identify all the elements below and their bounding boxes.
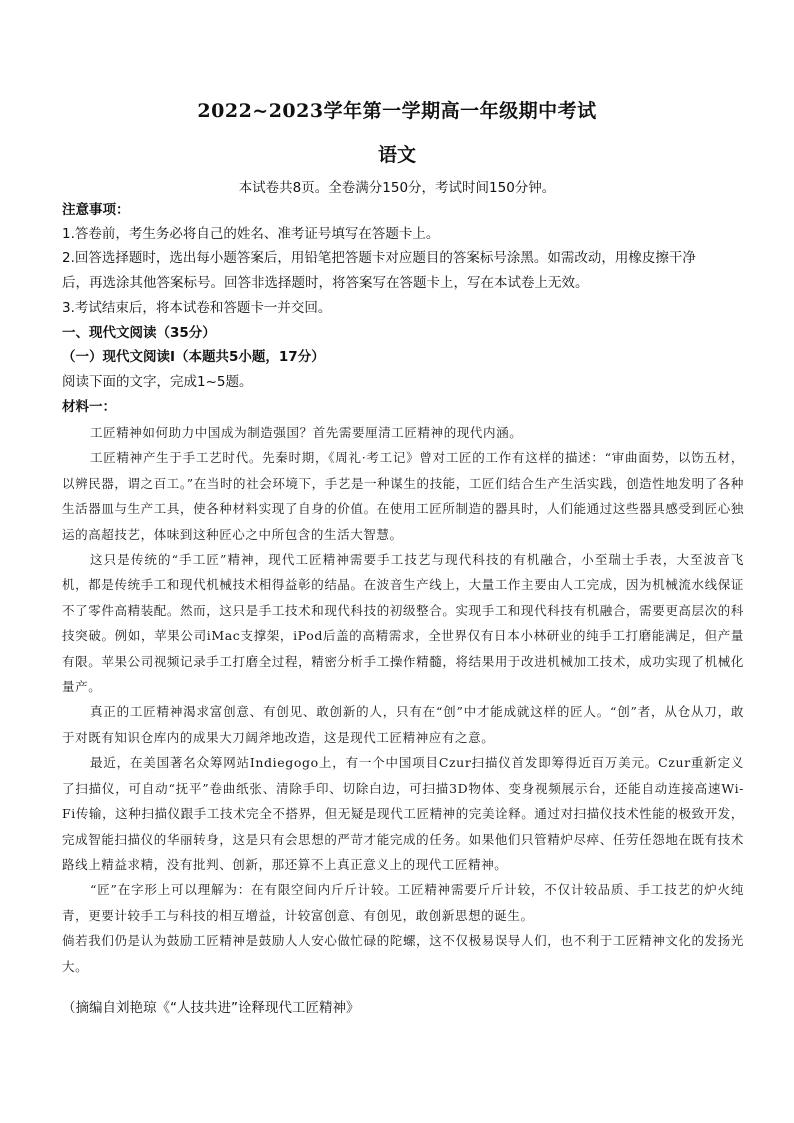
reading-instruction: 阅读下面的文字，完成1~5题。 bbox=[62, 374, 253, 390]
material-paragraph-1: 工匠精神如何助力中国成为制造强国？首先需要厘清工匠精神的现代内涵。 bbox=[90, 425, 523, 440]
material-paragraph-6: “匠”在字形上可以理解为：在有限空间内斤斤计较。工匠精神需要斤斤计较，不仅计较品质、手工技艺的炉火纯青，更要计较手工与科技的相互增益，计较富创意、有创见，敢创新思想的诞生。 bbox=[62, 882, 744, 923]
material-paragraph-4: 真正的工匠精神渴求富创意、有创见、敢创新的人，只有在“创”中才能成就这样的匠人。“创”者，从仓从刀，敢于对既有知识仓库内的成果大刀阔斧地改造，这是现代工匠精神应有之意。 bbox=[62, 704, 744, 745]
notes-item-3: 3.考试结束后，将本试卷和答题卡一并交回。 bbox=[62, 300, 332, 316]
section-subheading: （一）现代文阅读Ⅰ（本题共5小题，17分） bbox=[62, 349, 325, 365]
exam-title: 2022~2023学年第一学期高一年级期中考试 bbox=[197, 100, 597, 122]
material-paragraph-5: 最近，在美国著名众筹网站Indiegogo上，有一个中国项目Czur扫描仪首发即筹得近百万美元。Czur重新定义了扫描仪，可自动“抚平”卷曲纸张、清除手印、切除白边，可扫描3D物体、变身视频展示台，还能自动连接高速Wi-Fi传输，这种扫描仪跟手工技术完全不搭界，但无疑是现代工匠精神的完美诠释。通过对扫描仪技术性能的极致开发，完成智能扫描仪的华丽转身，这是只有会思想的严苛才能完成的任务。如果他们只管精炉尽瘁、任劳任怨地在既有技术路线上精益求精，没有批判、创新，那还算不上真正意义上的现代工匠精神。 bbox=[62, 755, 744, 872]
subject-title: 语文 bbox=[377, 144, 416, 166]
notes-heading: 注意事项： bbox=[62, 202, 130, 218]
source-citation: （摘编自刘艳琼《“人技共进”诠释现代工匠精神》 bbox=[62, 1000, 360, 1016]
notes-item-2-line-1: 2.回答选择题时，选出每小题答案后，用铅笔把答题卡对应题目的答案标号涂黑。如需改动，用橡皮擦干净 bbox=[62, 250, 696, 266]
material-paragraph-7: 倘若我们仍是认为鼓励工匠精神是鼓励人人安心做忙碌的陀螺，这不仅极易误导人们，也不利于工匠精神文化的发扬光大。 bbox=[62, 933, 744, 974]
notes-item-2-line-2: 后，再选涂其他答案标号。回答非选择题时，将答案写在答题卡上，写在本试卷上无效。 bbox=[62, 275, 589, 291]
notes-item-1: 1.答卷前，考生务必将自己的姓名、准考证号填写在答题卡上。 bbox=[62, 226, 440, 242]
section-heading: 一、现代文阅读（35分） bbox=[62, 325, 216, 341]
material-label: 材料一： bbox=[62, 399, 116, 415]
material-paragraph-2: 工匠精神产生于手工艺时代。先秦时期，《周礼·考工记》曾对工匠的工作有这样的描述：“审曲面势，以饬五材，以辨民器，谓之百工。”在当时的社会环境下，手艺是一种谋生的技能，工匠们结合生产生活实践，创造性地发明了各种生活器皿与生产工具，使各种材料实现了自身的价值。在使用工匠所制造的器具时，人们能通过这些器具感受到匠心独运的高超技艺，体味到这种匠心之中所包含的生活大智慧。 bbox=[62, 450, 744, 542]
material-body bbox=[62, 420, 744, 979]
material-paragraph-3: 这只是传统的“手工匠”精神，现代工匠精神需要手工技艺与现代科技的有机融合，小至瑞士手表，大至波音飞机，都是传统手工和现代机械技术相得益彰的结晶。在波音生产线上，大量工作主要由人工完成，因为机械流水线保证不了零件高精装配。然而，这只是手工技术和现代科技的初级整合。实现手工和现代科技有机融合，需要更高层次的科技突破。例如，苹果公司iMac支撑架，iPod后盖的高精需求，全世界仅有日本小林研业的纯手工打磨能满足，但产量有限。苹果公司视频记录手工打磨全过程，精密分析手工操作精髓，将结果用于改进机械加工技术，成功实现了机械化量产。 bbox=[62, 552, 744, 695]
exam-intro: 本试卷共8页。全卷满分150分，考试时间150分钟。 bbox=[238, 180, 556, 196]
